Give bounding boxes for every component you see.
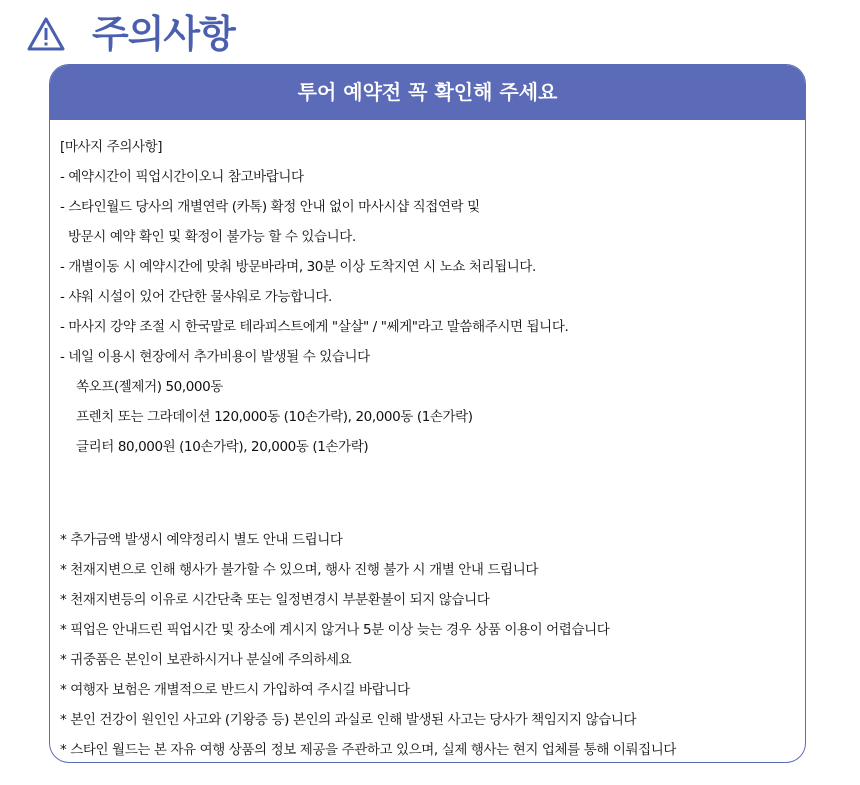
massage-item: - 샤워 시설이 있어 간단한 물샤워로 가능합니다. <box>60 289 332 305</box>
notice-item: * 천재지변등의 이유로 시간단축 또는 일정변경시 부분환불이 되지 않습니다 <box>60 592 490 608</box>
notice-item: * 스타인 월드는 본 자유 여행 상품의 정보 제공을 주관하고 있으며, 실제 행사는 현지 업체를 통해 이뤄집니다 <box>60 742 677 758</box>
massage-item: - 예약시간이 픽업시간이오니 참고바랍니다 <box>60 169 304 185</box>
notice-item: * 본인 건강이 원인인 사고와 (기왕증 등) 본인의 과실로 인해 발생된 사고는 당사가 책임지지 않습니다 <box>60 712 637 728</box>
massage-item: - 개별이동 시 예약시간에 맞춰 방문바라며, 30분 이상 도착지연 시 노쇼 처리됩니다. <box>60 259 536 275</box>
nail-price-item: 쏙오프(젤제거) 50,000동 <box>76 379 223 395</box>
notice-item: * 천재지변으로 인해 행사가 불가할 수 있으며, 행사 진행 불가 시 개별 안내 드립니다 <box>60 562 538 578</box>
massage-item: - 스타인월드 당사의 개별연락 (카톡) 확정 안내 없이 마사시샵 직접연락 및 <box>60 199 480 215</box>
notice-item: * 픽업은 안내드린 픽업시간 및 장소에 계시지 않거나 5분 이상 늦는 경우 상품 이용이 어렵습니다 <box>60 622 610 638</box>
notice-banner: 투어 예약전 꼭 확인해 주세요 <box>50 65 805 120</box>
warning-triangle-icon <box>26 16 66 52</box>
nail-price-item: 글리터 80,000원 (10손가락), 20,000동 (1손가락) <box>76 439 369 455</box>
section-spacer <box>60 462 805 525</box>
notice-item: * 추가금액 발생시 예약정리시 별도 안내 드립니다 <box>60 532 343 548</box>
notice-content <box>50 120 805 763</box>
massage-item: - 네일 이용시 현장에서 추가비용이 발생될 수 있습니다 <box>60 349 370 365</box>
massage-item: - 마사지 강약 조절 시 한국말로 테라피스트에게 "살살" / "쎄게"라고 말씀해주시면 됩니다. <box>60 319 569 335</box>
page-header <box>26 8 235 60</box>
notice-card <box>49 64 806 763</box>
massage-heading: [마사지 주의사항] <box>60 139 163 155</box>
nail-price-item: 프렌치 또는 그라데이션 120,000동 (10손가락), 20,000동 (1손가락) <box>76 409 473 425</box>
notice-item: * 여행자 보험은 개별적으로 반드시 가입하여 주시길 바랍니다 <box>60 682 410 698</box>
notice-item: * 귀중품은 본인이 보관하시거나 분실에 주의하세요 <box>60 652 352 668</box>
massage-item: 방문시 예약 확인 및 확정이 불가능 할 수 있습니다. <box>68 229 356 245</box>
page-title: 주의사항 <box>92 12 235 56</box>
